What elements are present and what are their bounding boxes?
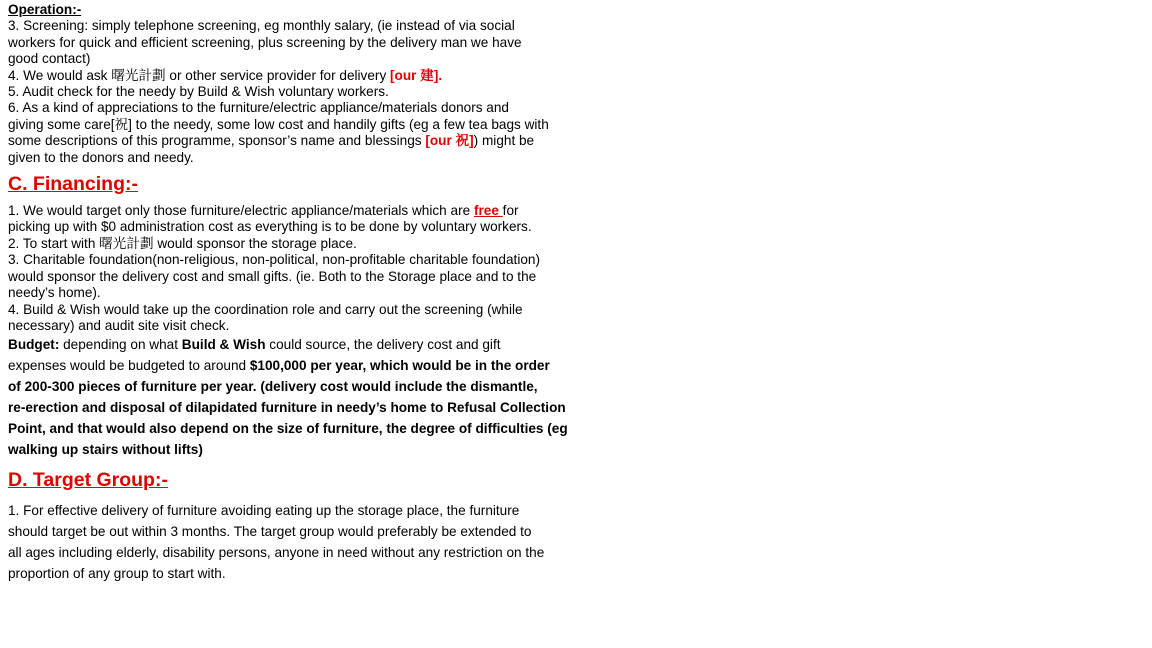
item4-text: 4. We would ask 曙光計劃 or other service provider for delivery (8, 67, 391, 83)
financing-line-1 (8, 203, 618, 219)
item6-text: some descriptions of this programme, sponsor’s name and blessings (8, 133, 426, 149)
budget-bold-line: walking up stairs without lifts) (8, 442, 203, 458)
document-page (8, 2, 618, 584)
financing-line: 2. To start with 曙光計劃 would sponsor the storage place. (8, 235, 357, 251)
operation-item-4 (8, 68, 618, 84)
operation-item6-line3 (8, 133, 618, 149)
budget-line-1 (8, 334, 618, 355)
financing-line: necessary) and audit site visit check. (8, 317, 230, 333)
target-group-line: proportion of any group to start with. (8, 566, 226, 582)
budget-text: depending on what (59, 337, 182, 353)
target-group-line: 1. For effective delivery of furniture avoiding eating up the storage place, the furniture (8, 503, 520, 519)
target-group-heading: D. Target Group:- (8, 469, 168, 492)
budget-bold-line: of 200-300 pieces of furniture per year. (delivery cost would include the dismantle, (8, 379, 538, 395)
operation-line: workers for quick and efficient screening, plus screening by the delivery man we have (8, 34, 522, 50)
target-group-line: all ages including elderly, disability persons, anyone in need without any restriction on the (8, 545, 545, 561)
financing-heading: C. Financing:- (8, 173, 138, 196)
budget-label: Budget: (8, 337, 60, 353)
target-group-line: should target be out within 3 months. The target group would preferably be extended to (8, 524, 532, 540)
financing-line: would sponsor the delivery cost and small gifts. (ie. Both to the Storage place and to the (8, 268, 537, 284)
operation-item-5: 5. Audit check for the needy by Build & Wish voluntary workers. (8, 84, 389, 100)
budget-line-2 (8, 355, 618, 376)
operation-line: good contact) (8, 51, 91, 67)
operation-line: 6. As a kind of appreciations to the furniture/electric appliance/materials donors and (8, 100, 509, 116)
item6-red-note: [our 祝] (425, 133, 474, 149)
build-wish-name: Build & Wish (181, 337, 266, 353)
financing-line: 3. Charitable foundation(non-religious, non-political, non-profitable charitable foundation) (8, 252, 541, 268)
item6-text-after: ) might be (473, 133, 535, 149)
operation-line: giving some care[祝] to the needy, some low cost and handily gifts (eg a few tea bags with (8, 116, 549, 132)
financing-line: picking up with $0 administration cost as everything is to be done by voluntary workers. (8, 219, 532, 235)
budget-bold-line: Point, and that would also depend on the size of furniture, the degree of difficulties (eg (8, 421, 568, 437)
operation-line: 3. Screening: simply telephone screening, eg monthly salary, (ie instead of via social (8, 18, 515, 34)
budget-amount: $100,000 per year, which would be in the order (249, 358, 550, 374)
budget-bold-line: re-erection and disposal of dilapidated furniture in needy’s home to Refusal Collection (8, 400, 566, 416)
financing-text: 1. We would target only those furniture/electric appliance/materials which are (8, 203, 474, 219)
operation-line: given to the donors and needy. (8, 149, 194, 165)
item4-red-note: [our 建]. (390, 67, 443, 83)
operation-heading: Operation:- (8, 2, 82, 17)
financing-line: 4. Build & Wish would take up the coordination role and carry out the screening (while (8, 301, 523, 317)
financing-line: needy’s home). (8, 285, 101, 301)
budget-text: could source, the delivery cost and gift (265, 337, 501, 353)
budget-text: expenses would be budgeted to around (8, 358, 250, 374)
financing-text-after: for (502, 203, 519, 219)
free-highlight: free (473, 203, 503, 219)
